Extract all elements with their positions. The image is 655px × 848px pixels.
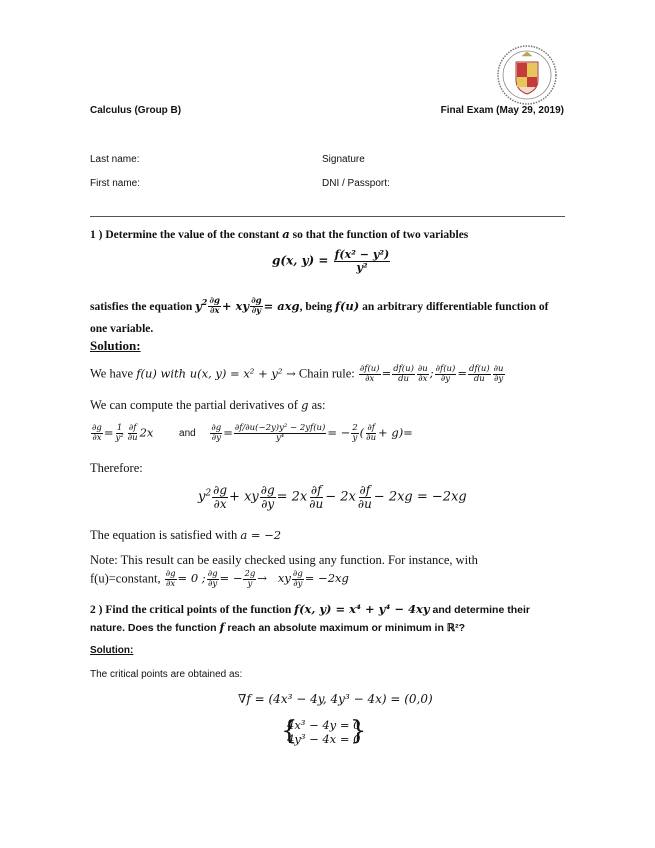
partial-derivatives-line: $\frac{\partial g}{\partial x}$ = $\frac{1}{\text{y²}}$ $\frac{\partial f}{\partial u}$ 2x and $\frac{\partial g}{\partial y}$ = $\frac{\text{∂f/∂u(−2y)y² − 2yf(u)}}{\text{y⁴}}$ = − $\frac{2}{y}$ ( $\frac{\partial f}{\partial u}$ + g)= xyxy=(92,423,413,443)
solution-label-2: Solution: xyxy=(90,645,134,656)
exam-title: Final Exam (May 29, 2019) xyxy=(440,105,564,116)
signature-label: Signature xyxy=(322,154,365,165)
gradient-equation: ∇f = (4x³ − 4y, 4y³ − 4x) = (0,0) xyxy=(238,692,433,706)
problem2-statement: 2 ) Find the critical points of the function f(x, y) = x⁴ + y⁴ − 4xy and determine their nature. Does the function f reach an absolute maximum or minimum in ℝ²? xyxy=(90,602,530,634)
problem1-statement: 1 ) Determine the value of the constant a so that the function of two variables xyxy=(90,227,469,241)
g-definition: g(x, y) = $\frac{\text{f(x² − y²)}}{\text{y²}}$ xyxy=(272,248,390,274)
course-title: Calculus (Group B) xyxy=(90,105,182,116)
compute-partials-text: We can compute the partial derivatives of g as: xyxy=(90,398,326,412)
verification-equation: $y^2$ $\frac{\partial g}{\partial x}$ + xy $\frac{\partial g}{\partial y}$ = 2x $\frac{\partial f}{\partial u}$ − 2x $\frac{\partial f}{\partial u}$ − 2xg = −2xg xyxy=(198,483,467,511)
critical-points-text: The critical points are obtained as: xyxy=(90,669,243,680)
note-text: Note: This result can be easily checked using any function. For instance, with xyxy=(90,553,478,567)
university-seal-logo xyxy=(496,44,558,106)
solution-label-1: Solution: xyxy=(90,338,141,353)
header-divider xyxy=(90,216,565,217)
chain-rule-line: We have f(u) with u(x, y) = x² + y² → Chain rule: $\frac{\partial f(u)}{\partial x}$ = $\frac{df(u)}{du}$ $\frac{\partial u}{\partial x}$ ; $\frac{\partial f(u)}{\partial y}$ = $\frac{df(u)}{du}$ $\frac{\partial u}{\partial y}$ xyxy=(90,364,504,384)
critical-system: { 4x³ − 4y = 0 4y³ − 4x = 0 } xyxy=(281,716,367,746)
therefore-label: Therefore: xyxy=(90,461,143,475)
first-name-label: First name: xyxy=(90,178,141,189)
problem1-equation-text: satisfies the equation $y^2$ $\frac{\partial g}{\partial x}$ + xy $\frac{\partial g}{\partial y}$ = axg, being f(u) an arbitrary differentiable function of one variable. xyxy=(90,296,549,335)
dni-label: DNI / Passport: xyxy=(322,178,390,189)
last-name-label: Last name: xyxy=(90,154,140,165)
note-check-line: f(u)=constant, $\frac{\partial g}{\partial x}$ = 0 ; $\frac{\partial g}{\partial y}$ = − $\frac{2g}{y}$ → xy $\frac{\partial g}{\partial y}$ = −2xg xyxy=(90,569,349,589)
result-text: The equation is satisfied with a = −2 xyxy=(90,528,282,542)
